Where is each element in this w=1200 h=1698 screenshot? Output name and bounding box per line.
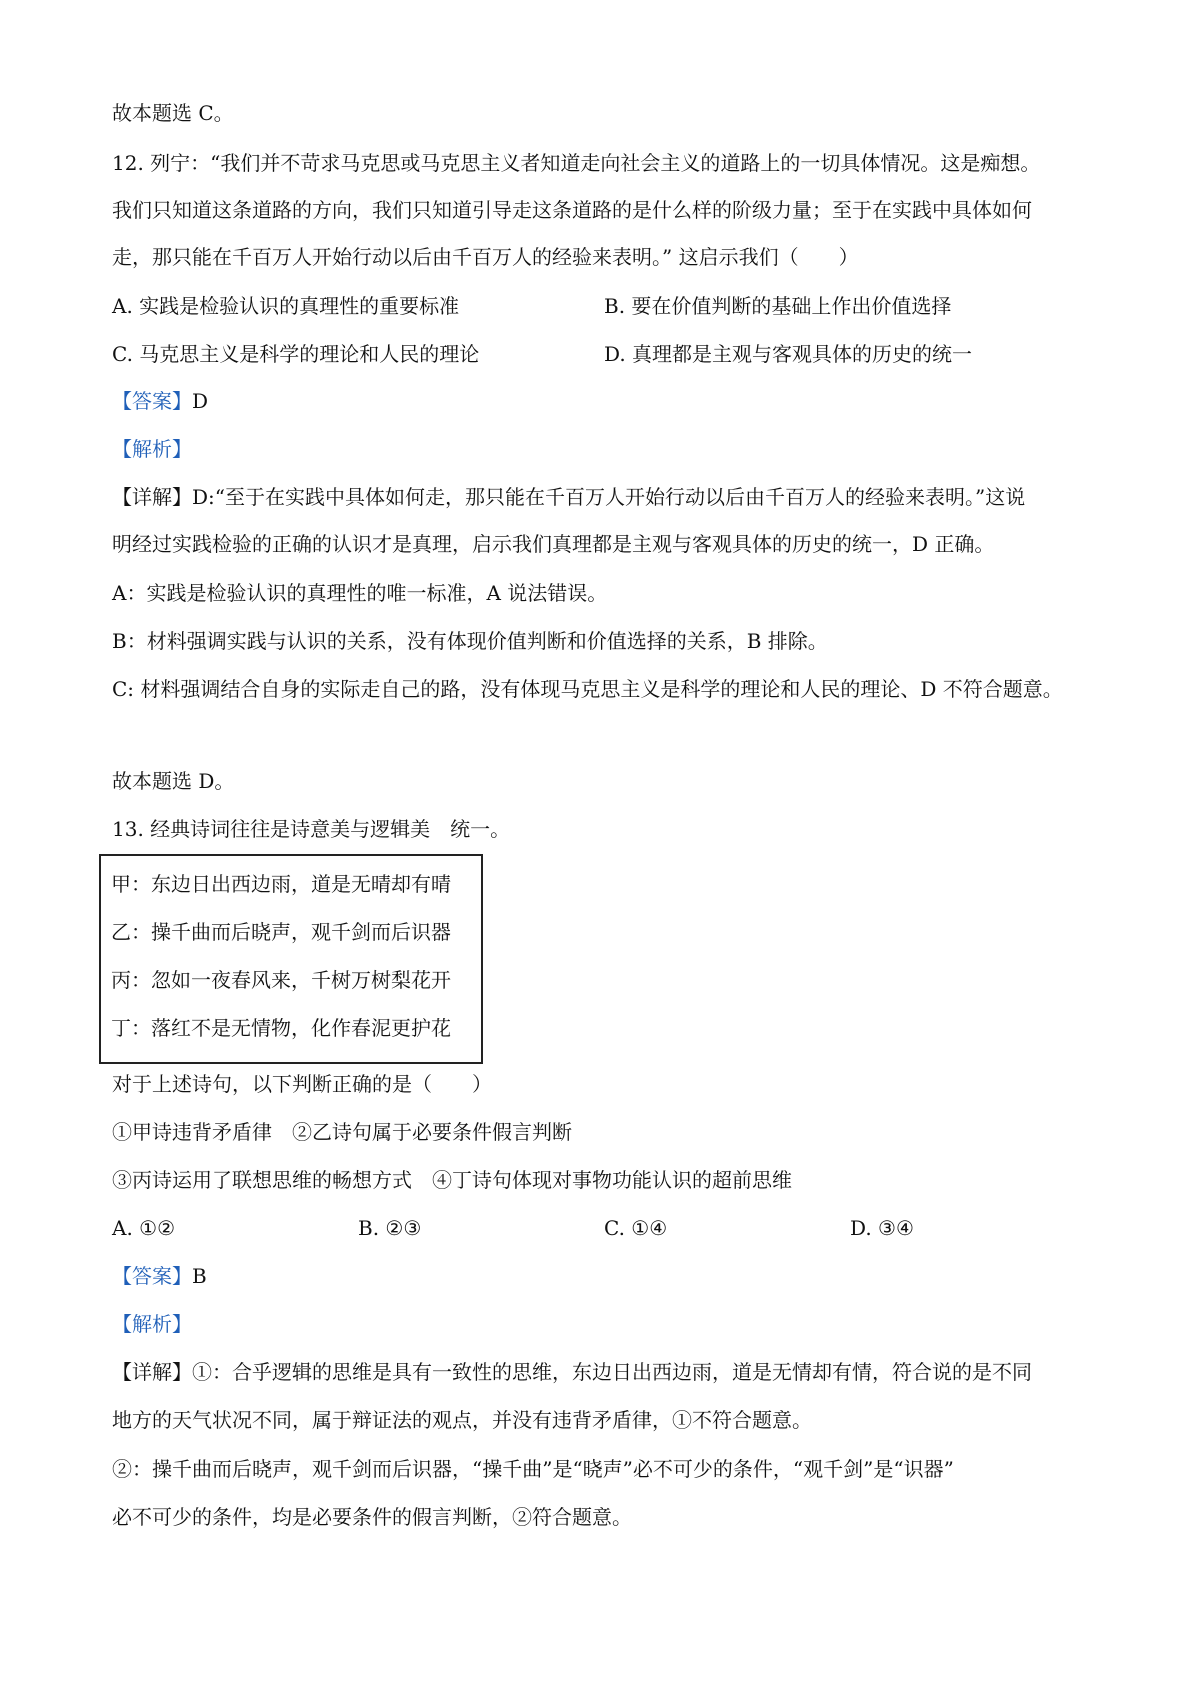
q12-stem-line-1: 12. 列宁：“我们并不苛求马克思或马克思主义者知道走向社会主义的道路上的一切具体情况。这是痴想。 (112, 151, 1041, 175)
q13-analysis-tag: 【解析】 (112, 1312, 192, 1336)
q13-stem: 13. 经典诗词往往是诗意美与逻辑美 统一。 (112, 817, 511, 841)
q12-stem-line-3: 走，那只能在千百万人开始行动以后由千百万人的经验来表明。” 这启示我们（ ） (112, 245, 859, 269)
answer-value: B (192, 1264, 207, 1288)
q13-statements-line-1: ①甲诗违背矛盾律 ②乙诗句属于必要条件假言判断 (112, 1120, 572, 1144)
q13-detail-line-1: 【详解】①：合乎逻辑的思维是具有一致性的思维，东边日出西边雨，道是无情却有情，符合说的是不同 (112, 1360, 1032, 1384)
answer-tag: 【答案】 (112, 1264, 192, 1288)
q12-detail-line-2: 明经过实践检验的正确的认识才是真理，启示我们真理都是主观与客观具体的历史的统一，D 正确。 (112, 532, 995, 556)
poem-line-yi: 乙：操千曲而后晓声，观千剑而后识器 (111, 920, 451, 944)
q13-statements-line-2: ③丙诗运用了联想思维的畅想方式 ④丁诗句体现对事物功能认识的超前思维 (112, 1168, 792, 1192)
q13-option-c: C. ①④ (604, 1216, 668, 1240)
q12-stem-line-2: 我们只知道这条道路的方向，我们只知道引导走这条道路的是什么样的阶级力量；至于在实践中具体如何 (112, 198, 1032, 222)
q13-option-a: A. ①② (112, 1216, 176, 1240)
q12-option-c: C. 马克思主义是科学的理论和人民的理论 (112, 342, 480, 366)
q12-option-b: B. 要在价值判断的基础上作出价值选择 (604, 294, 952, 318)
q13-answer (112, 1262, 207, 1290)
q12-option-d: D. 真理都是主观与客观具体的历史的统一 (604, 342, 973, 366)
q12-answer (112, 387, 208, 415)
q12-detail-line-1: 【详解】D:“至于在实践中具体如何走，那只能在千百万人开始行动以后由千百万人的经验来表明。”这说 (112, 485, 1026, 509)
answer-value: D (192, 389, 209, 413)
q12-detail-line-5: C: 材料强调结合自身的实际走自己的路，没有体现马克思主义是科学的理论和人民的理论、D 不符合题意。 (112, 677, 1063, 701)
q12-conclusion: 故本题选 D。 (112, 769, 235, 793)
q13-detail-line-3: ②：操千曲而后晓声，观千剑而后识器，“操千曲”是“晓声”必不可少的条件，“观千剑”是“识器” (112, 1457, 954, 1481)
q13-prompt: 对于上述诗句，以下判断正确的是（ ） (112, 1072, 492, 1096)
poem-line-bing: 丙：忽如一夜春风来，千树万树梨花开 (111, 968, 451, 992)
prev-conclusion: 故本题选 C。 (112, 101, 234, 125)
q13-option-d: D. ③④ (850, 1216, 914, 1240)
q12-option-a: A. 实践是检验认识的真理性的重要标准 (112, 294, 460, 318)
answer-tag: 【答案】 (112, 389, 192, 413)
poem-line-jia: 甲：东边日出西边雨，道是无晴却有晴 (111, 872, 451, 896)
poem-line-ding: 丁：落红不是无情物，化作春泥更护花 (111, 1016, 451, 1040)
q12-detail-line-4: B：材料强调实践与认识的关系，没有体现价值判断和价值选择的关系，B 排除。 (112, 629, 828, 653)
poem-box (99, 854, 483, 1064)
q12-analysis-tag: 【解析】 (112, 437, 192, 461)
q13-option-b: B. ②③ (358, 1216, 422, 1240)
q13-detail-line-4: 必不可少的条件，均是必要条件的假言判断，②符合题意。 (112, 1505, 632, 1529)
q12-detail-line-3: A：实践是检验认识的真理性的唯一标准，A 说法错误。 (112, 581, 608, 605)
q13-detail-line-2: 地方的天气状况不同，属于辩证法的观点，并没有违背矛盾律，①不符合题意。 (112, 1408, 812, 1432)
